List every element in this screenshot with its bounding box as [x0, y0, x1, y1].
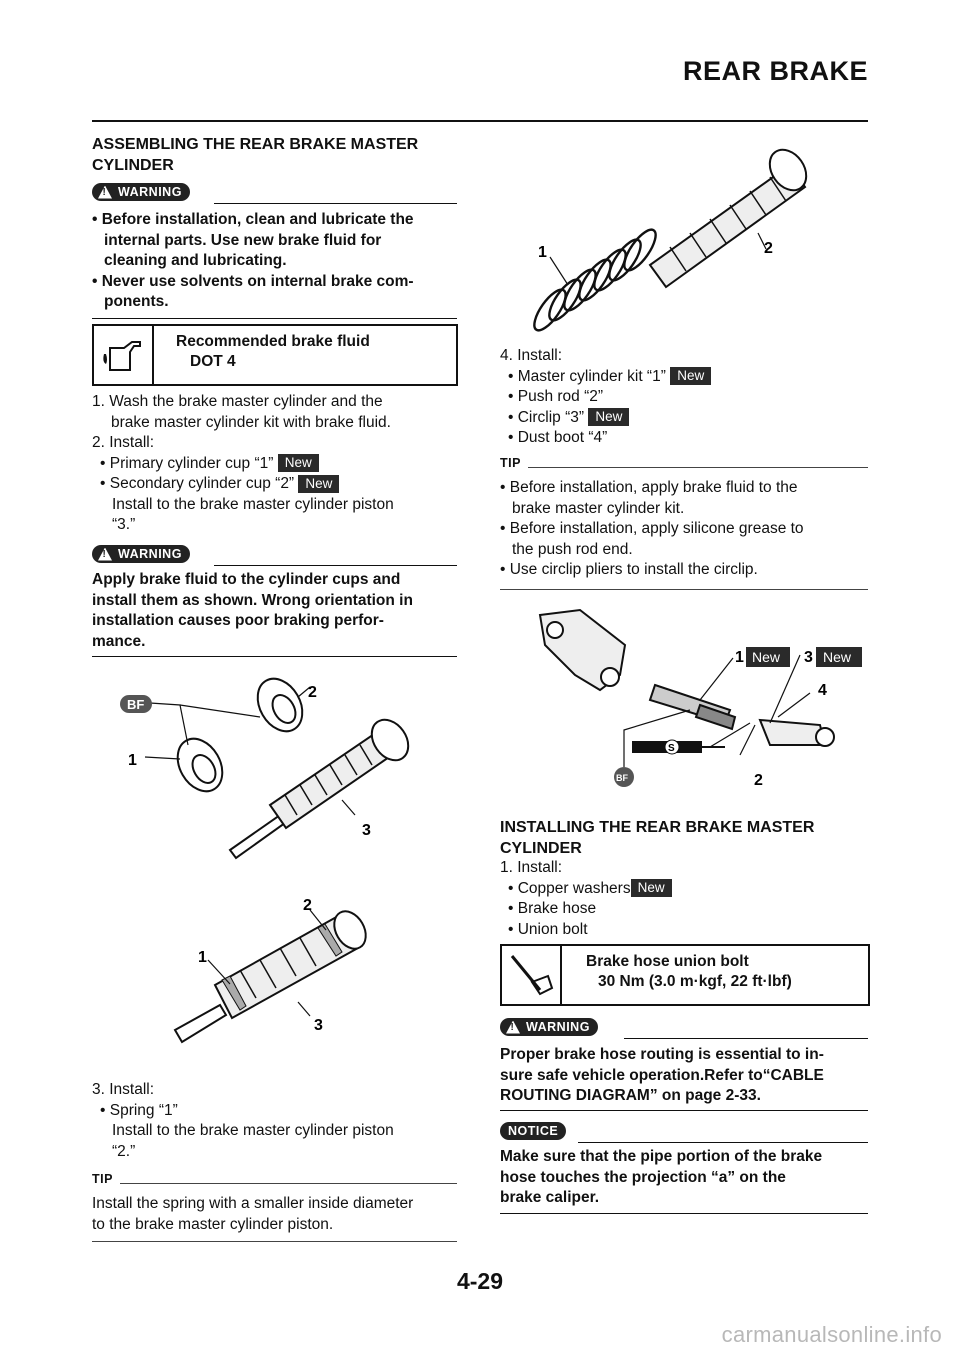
torque-box	[500, 944, 870, 1006]
callout-1: 1	[538, 244, 547, 261]
step-1: 1. Wash the brake master cylinder and the brake master cylinder kit with brake fluid.	[92, 393, 391, 431]
tip-header-left: TIP	[92, 1172, 457, 1186]
recommended-fluid-box	[92, 324, 458, 386]
warning-header-1	[92, 183, 457, 205]
new-badge: New	[823, 649, 852, 665]
tip-text-left: Install the spring with a smaller inside diameter to the brake master cylinder piston.	[92, 1195, 414, 1233]
warning-header-2	[92, 545, 457, 567]
callout-2: 2	[303, 897, 312, 914]
brake-fluid-symbol: BF	[616, 773, 628, 783]
warning-text-3: Proper brake hose routing is essential to in- sure safe vehicle operation.Refer to“CABLE ROUTING DIAGRAM” on page 2-33.	[500, 1046, 824, 1104]
callout-2: 2	[754, 772, 763, 789]
torque-box-value: 30 Nm (3.0 m·kgf, 22 ft·lbf)	[598, 973, 792, 990]
new-badge: New	[670, 367, 711, 385]
torque-box-title: Brake hose union bolt	[586, 953, 749, 970]
callout-1: 1	[128, 752, 137, 769]
watermark: carmanualsonline.info	[721, 1322, 942, 1347]
notice-text: Make sure that the pipe portion of the brake hose touches the projection “a” on the brake caliper.	[500, 1148, 823, 1206]
warning-badge: ! WARNING	[500, 1018, 598, 1036]
step-2: 2. Install: • Primary cylinder cup “1” New • Secondary cylinder cup “2” New Install to the brake master cylinder piston “3.”	[92, 434, 394, 533]
oil-can-icon	[94, 326, 154, 384]
callout-1: 1	[735, 649, 744, 666]
notice-header	[500, 1122, 868, 1144]
figure-cylinder-cups	[110, 675, 430, 875]
callout-4: 4	[818, 682, 827, 699]
page-number: 4-29	[456, 1268, 504, 1294]
warning-icon	[506, 1021, 520, 1034]
fluid-box-value: DOT 4	[190, 353, 236, 370]
s2-step-1: 1. Install: • Copper washers New • Brake hose • Union bolt	[500, 858, 870, 940]
step-4: 4. Install: • Master cylinder kit “1” New • Push rod “2” • Circlip “3” New • Dust boot “4”	[500, 346, 870, 449]
torque-wrench-icon	[502, 946, 562, 1004]
warning-text-2: Apply brake fluid to the cylinder cups and install them as shown. Wrong orientation in installation causes poor braking perfor- mance.	[92, 571, 413, 650]
header-rule	[92, 120, 868, 122]
new-badge: New	[278, 454, 319, 472]
callout-3: 3	[314, 1017, 323, 1034]
warning-icon	[98, 186, 112, 199]
new-badge: New	[298, 475, 339, 493]
warning-header-3	[500, 1018, 868, 1040]
callout-3: 3	[804, 649, 813, 666]
fluid-box-title: Recommended brake fluid	[176, 333, 370, 350]
new-badge: New	[752, 649, 781, 665]
new-badge: New	[588, 408, 629, 426]
callout-2: 2	[764, 240, 773, 257]
warning-badge: ! WARNING	[92, 545, 190, 563]
notice-badge: NOTICE	[500, 1122, 566, 1140]
new-badge: New	[631, 879, 672, 897]
figure-master-cylinder-kit	[520, 125, 820, 340]
brake-fluid-symbol: BF	[127, 697, 145, 712]
warning-text-1: • Before installation, clean and lubricate the internal parts. Use new brake fluid for cleaning and lubricating. • Never use solvents on internal brake com- ponents.	[92, 211, 414, 310]
tip-header-right: TIP	[500, 456, 868, 470]
warning-icon	[98, 548, 112, 561]
page-header-title: REAR BRAKE	[682, 56, 868, 86]
figure-master-cylinder	[520, 605, 870, 795]
callout-1: 1	[198, 949, 207, 966]
figure-piston-assembly	[160, 890, 410, 1060]
warning-badge: ! WARNING	[92, 183, 190, 201]
callout-2: 2	[308, 684, 317, 701]
tip-text-right: • Before installation, apply brake fluid to the brake master cylinder kit. • Before installation, apply silicone grease to the push rod end. • Use circlip pliers to install the circlip.	[500, 479, 804, 578]
step-3: 3. Install: • Spring “1” Install to the brake master cylinder piston “2.”	[92, 1081, 394, 1160]
callout-3: 3	[362, 822, 371, 839]
section-title-installing: INSTALLING THE REAR BRAKE MASTER CYLINDER	[500, 819, 815, 857]
grease-symbol: S	[668, 743, 675, 754]
section-title-assembling: ASSEMBLING THE REAR BRAKE MASTER CYLINDER	[92, 136, 419, 174]
